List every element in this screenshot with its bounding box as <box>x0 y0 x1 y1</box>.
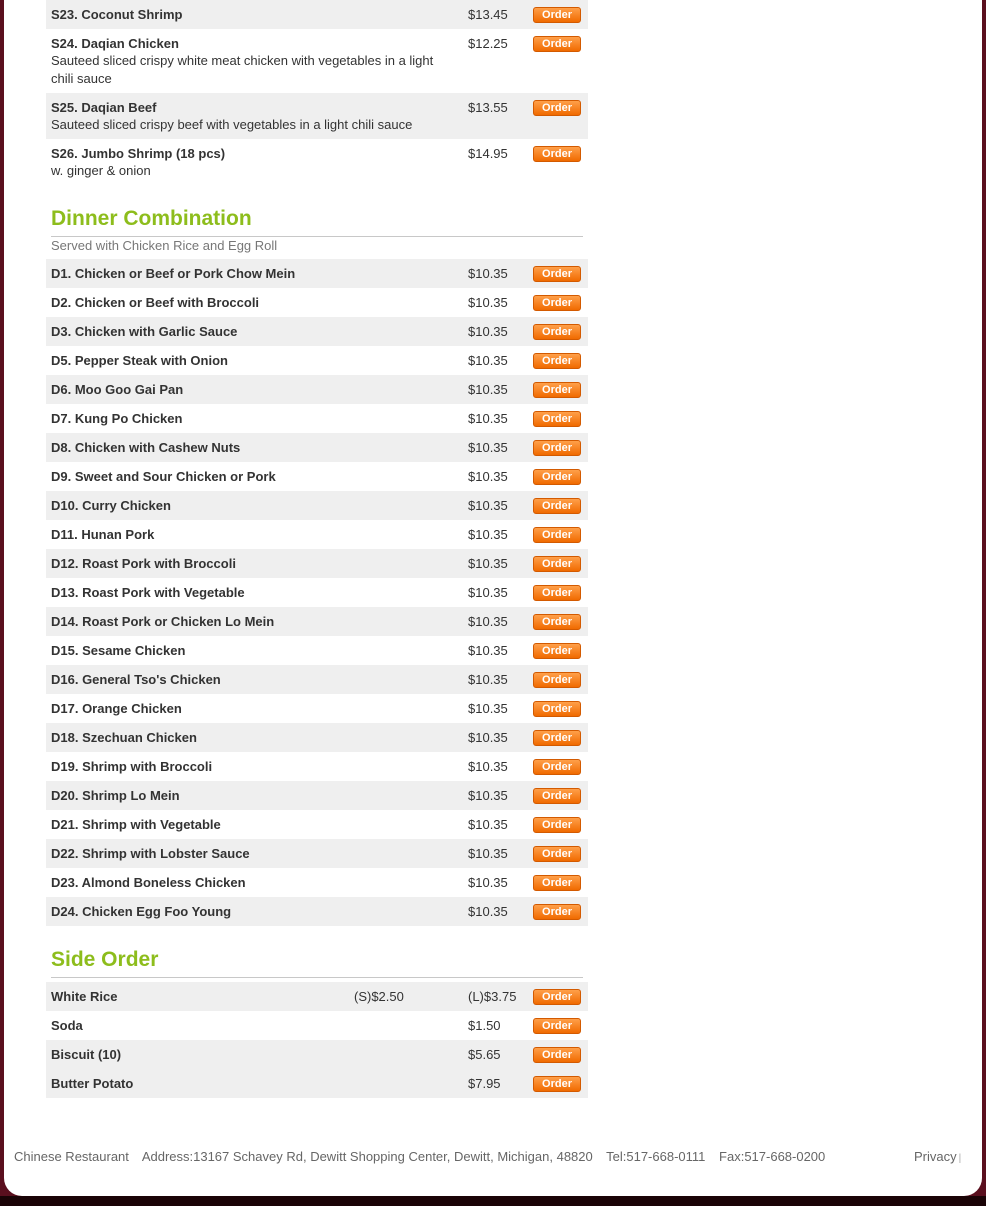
menu-item-price: $10.35 <box>468 556 508 571</box>
menu-item-price: (L)$3.75 <box>468 989 517 1004</box>
menu-item-name: D15. Sesame Chicken <box>51 643 186 658</box>
menu-item-price: $10.35 <box>468 759 508 774</box>
menu-item-row <box>46 636 588 665</box>
menu-item-price: $14.95 <box>468 146 508 161</box>
footer-phone: Tel:517-668-0111 <box>606 1149 706 1164</box>
order-button[interactable]: Order <box>533 614 581 630</box>
order-button[interactable]: Order <box>533 817 581 833</box>
order-button[interactable]: Order <box>533 353 581 369</box>
menu-item-price: $10.35 <box>468 585 508 600</box>
menu-item-row <box>46 1069 588 1098</box>
menu-item-price: $10.35 <box>468 411 508 426</box>
order-button[interactable]: Order <box>533 759 581 775</box>
order-button[interactable]: Order <box>533 1047 581 1063</box>
order-button[interactable]: Order <box>533 701 581 717</box>
menu-item-price: $10.35 <box>468 701 508 716</box>
menu-item-description: Sauteed sliced crispy beef with vegetables in a light chili sauce <box>51 117 413 132</box>
menu-item-name: S23. Coconut Shrimp <box>51 7 183 22</box>
menu-item-name: D11. Hunan Pork <box>51 527 155 542</box>
menu-item-name: Biscuit (10) <box>51 1047 122 1062</box>
menu-item-price: $10.35 <box>468 875 508 890</box>
menu-item-name: D6. Moo Goo Gai Pan <box>51 382 184 397</box>
order-button[interactable]: Order <box>533 36 581 52</box>
menu-item-price: $10.35 <box>468 440 508 455</box>
menu-item-name: D10. Curry Chicken <box>51 498 171 513</box>
menu-item-name: D5. Pepper Steak with Onion <box>51 353 228 368</box>
privacy-link[interactable]: Privacy <box>914 1149 957 1164</box>
order-button[interactable]: Order <box>533 585 581 601</box>
menu-item-row <box>46 810 588 839</box>
menu-item-price: $10.35 <box>468 498 508 513</box>
menu-item-name: White Rice <box>51 989 118 1004</box>
menu-item-row <box>46 1011 588 1040</box>
menu-item-name: D13. Roast Pork with Vegetable <box>51 585 245 600</box>
menu-item-name: D14. Roast Pork or Chicken Lo Mein <box>51 614 275 629</box>
menu-item-name: D23. Almond Boneless Chicken <box>51 875 246 890</box>
section-divider <box>51 236 583 237</box>
menu-item-price: $10.35 <box>468 324 508 339</box>
menu-item-price: $10.35 <box>468 788 508 803</box>
menu-item-row <box>46 839 588 868</box>
menu-item-row <box>46 549 588 578</box>
menu-item-price: $10.35 <box>468 846 508 861</box>
menu-item-name: Soda <box>51 1018 83 1033</box>
order-button[interactable]: Order <box>533 266 581 282</box>
menu-item-row <box>46 520 588 549</box>
footer-separator: | <box>958 1153 962 1164</box>
menu-item-row <box>46 578 588 607</box>
menu-item-price: $7.95 <box>468 1076 501 1091</box>
menu-item-price: $10.35 <box>468 382 508 397</box>
menu-item-price: $13.45 <box>468 7 508 22</box>
menu-item-name: D8. Chicken with Cashew Nuts <box>51 440 241 455</box>
menu-item-row <box>46 404 588 433</box>
section-subtitle-dinner: Served with Chicken Rice and Egg Roll <box>51 238 278 253</box>
order-button[interactable]: Order <box>533 527 581 543</box>
menu-item-row <box>46 897 588 926</box>
menu-item-name: D12. Roast Pork with Broccoli <box>51 556 236 571</box>
menu-item-name: D1. Chicken or Beef or Pork Chow Mein <box>51 266 296 281</box>
menu-item-row <box>46 93 588 139</box>
menu-item-row <box>46 433 588 462</box>
menu-item-name: D20. Shrimp Lo Mein <box>51 788 180 803</box>
footer-fax: Fax:517-668-0200 <box>719 1149 826 1164</box>
menu-item-name: D17. Orange Chicken <box>51 701 182 716</box>
menu-item-price: $10.35 <box>468 266 508 281</box>
menu-item-price: $10.35 <box>468 614 508 629</box>
menu-item-row <box>46 139 588 185</box>
menu-item-name: D3. Chicken with Garlic Sauce <box>51 324 238 339</box>
order-button[interactable]: Order <box>533 788 581 804</box>
menu-item-row <box>46 781 588 810</box>
order-button[interactable]: Order <box>533 730 581 746</box>
order-button[interactable]: Order <box>533 1076 581 1092</box>
menu-item-price: $10.35 <box>468 469 508 484</box>
order-button[interactable]: Order <box>533 146 581 162</box>
menu-item-row <box>46 723 588 752</box>
menu-item-row <box>46 607 588 636</box>
menu-item-row <box>46 317 588 346</box>
menu-item-name: S24. Daqian Chicken <box>51 36 179 51</box>
menu-item-price: $1.50 <box>468 1018 501 1033</box>
order-button[interactable]: Order <box>533 295 581 311</box>
menu-item-price: $10.35 <box>468 353 508 368</box>
order-button[interactable]: Order <box>533 440 581 456</box>
menu-item-description: w. ginger & onion <box>51 163 151 178</box>
menu-item-row <box>46 982 588 1011</box>
menu-item-name: D16. General Tso's Chicken <box>51 672 221 687</box>
menu-item-price: $10.35 <box>468 643 508 658</box>
menu-item-name: D18. Szechuan Chicken <box>51 730 197 745</box>
order-button[interactable]: Order <box>533 382 581 398</box>
order-button[interactable]: Order <box>533 846 581 862</box>
menu-item-row <box>46 752 588 781</box>
menu-item-name: D7. Kung Po Chicken <box>51 411 183 426</box>
menu-item-row <box>46 868 588 897</box>
menu-item-row <box>46 1040 588 1069</box>
menu-item-row <box>46 288 588 317</box>
menu-item-price: $12.25 <box>468 36 508 51</box>
menu-item-row <box>46 665 588 694</box>
menu-item-name: D21. Shrimp with Vegetable <box>51 817 221 832</box>
order-button[interactable]: Order <box>533 904 581 920</box>
menu-item-name: D2. Chicken or Beef with Broccoli <box>51 295 260 310</box>
footer-info <box>14 1149 835 1164</box>
order-button[interactable]: Order <box>533 672 581 688</box>
order-button[interactable]: Order <box>533 469 581 485</box>
footer-restaurant-name: Chinese Restaurant <box>14 1149 129 1164</box>
menu-item-small-price: (S)$2.50 <box>354 989 404 1004</box>
order-button[interactable]: Order <box>533 411 581 427</box>
menu-item-name: D24. Chicken Egg Foo Young <box>51 904 232 919</box>
order-button[interactable]: Order <box>533 989 581 1005</box>
privacy-link-wrap <box>914 1149 961 1164</box>
order-button[interactable]: Order <box>533 643 581 659</box>
section-divider <box>51 977 583 978</box>
menu-item-row <box>46 29 588 93</box>
menu-item-name: S26. Jumbo Shrimp (18 pcs) <box>51 146 226 161</box>
order-button[interactable]: Order <box>533 7 581 23</box>
menu-item-price: $5.65 <box>468 1047 501 1062</box>
page-bottom-strip <box>0 1196 986 1206</box>
order-button[interactable]: Order <box>533 556 581 572</box>
menu-item-price: $13.55 <box>468 100 508 115</box>
menu-item-name: D22. Shrimp with Lobster Sauce <box>51 846 250 861</box>
menu-item-row <box>46 346 588 375</box>
menu-item-price: $10.35 <box>468 817 508 832</box>
menu-item-price: $10.35 <box>468 295 508 310</box>
footer-address: Address:13167 Schavey Rd, Dewitt Shopping Center, Dewitt, Michigan, 48820 <box>141 1149 593 1164</box>
order-button[interactable]: Order <box>533 1018 581 1034</box>
order-button[interactable]: Order <box>533 100 581 116</box>
menu-item-price: $10.35 <box>468 672 508 687</box>
menu-item-description: Sauteed sliced crispy white meat chicken with vegetables in a light chili sauce <box>51 53 434 86</box>
order-button[interactable]: Order <box>533 324 581 340</box>
menu-item-row <box>46 462 588 491</box>
order-button[interactable]: Order <box>533 875 581 891</box>
menu-item-price: $10.35 <box>468 527 508 542</box>
order-button[interactable]: Order <box>533 498 581 514</box>
section-title-side: Side Order <box>51 948 159 971</box>
menu-item-row <box>46 491 588 520</box>
menu-item-row <box>46 375 588 404</box>
section-title-dinner: Dinner Combination <box>51 207 252 230</box>
menu-item-name: D9. Sweet and Sour Chicken or Pork <box>51 469 276 484</box>
menu-item-price: $10.35 <box>468 904 508 919</box>
menu-item-name: D19. Shrimp with Broccoli <box>51 759 213 774</box>
menu-item-name: S25. Daqian Beef <box>51 100 157 115</box>
menu-item-price: $10.35 <box>468 730 508 745</box>
menu-item-name: Butter Potato <box>51 1076 134 1091</box>
menu-item-row <box>46 694 588 723</box>
menu-item-row <box>46 259 588 288</box>
menu-item-row <box>46 0 588 29</box>
